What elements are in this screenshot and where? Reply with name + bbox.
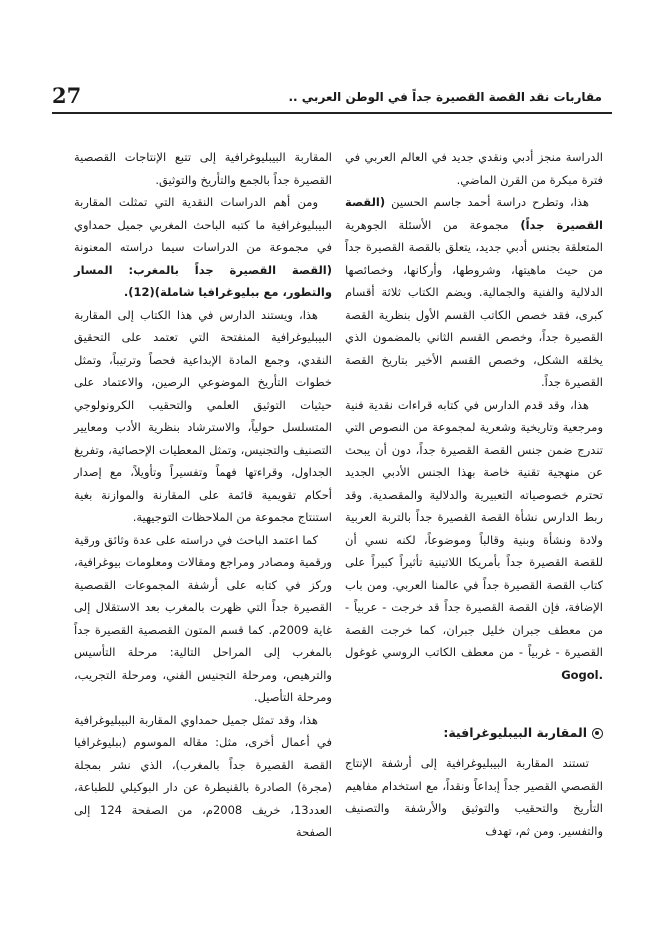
paragraph: المقاربة البيبليوغرافية إلى تتبع الإنتاجات القصصية القصيرة جداً بالجمع والتأريخ والتوثيق. xyxy=(74,150,332,187)
book-title: (القصة القصيرة جداً بالمغرب: المسار والتطور، مع ببليوغرافيا شاملة)(12). xyxy=(74,262,332,299)
paragraph xyxy=(345,394,603,687)
page-number: 27 xyxy=(52,83,82,108)
paragraph: هذا، ويستند الدارس في هذا الكتاب إلى المقاربة البيبليوغرافية المنفتحة التي تعتمد على التحقيق النقدي، وجمع المادة الإبداعية فحصاً وترتيباً، وتمثل خطوات التأريخ الموضوعي الرصين، والاعتماد على حيثيات التوثيق العلمي والتحقيب الكرونولوجي المتسلسل حولياً، والاسترشاد بنظرية الأدب ومعايير التصنيف والتجنيس، وتمثل المعطيات الإحصائية، وتفريغ الجداول، وقراءتها فهماً وتفسيراً وتأويلاً، مع إصدار أحكام تقويمية قائمة على المقارنة والموازنة بغية استنتاج مجموعة من الملاحظات التوجيهية. xyxy=(74,307,332,524)
section-body xyxy=(345,752,603,842)
section-heading-text: المقاربة البيبليوغرافية: xyxy=(443,725,587,740)
paragraph xyxy=(345,191,603,394)
latin-name: Gogol. xyxy=(561,667,603,682)
page-header xyxy=(52,84,612,112)
bibliographic-section xyxy=(345,722,603,842)
right-column xyxy=(345,146,603,686)
paragraph-text: مجموعة من الأسئلة الجوهرية المتعلقة بجنس أدبي جديد، يتعلق بالقصة القصيرة جداً من حيث ماهيتها، وشروطها، وأركانها، وخصائصها الدلالية والفنية والجمالية. ويضم الكتاب ثلاثة أقسام كبرى، فقد خصص الكاتب القسم الأول بنظرية القصة القصيرة جداً، وخصص القسم الثاني بالمضمون الذي يخلقه الشكل، وخصص القسم الأخير بتاريخ القصة القصيرة جداً. xyxy=(345,217,603,389)
paragraph-text: ومن أهم الدراسات النقدية التي تمثلت المقاربة البيبليوغرافية ما كتبه الباحث المغربي جميل حمداوي في مجموعة من الدراسات سيما دراسته المعنونة xyxy=(74,195,332,254)
paragraph xyxy=(74,191,332,304)
book-title: (القصة القصيرة جداً) xyxy=(345,195,603,232)
section-heading xyxy=(345,722,603,744)
header-rule xyxy=(52,112,612,114)
paragraph-text: هذا، وتطرح دراسة أحمد جاسم الحسين xyxy=(385,195,589,209)
left-column xyxy=(74,146,332,844)
paragraph: هذا، وقد تمثل جميل حمداوي المقاربة البيبليوغرافية في أعمال أخرى، مثل: مقاله الموسوم (ببليوغرافيا القصة القصيرة جداً بالمغرب)، الذي نشر بمجلة (مجرة) الصادرة بالقنيطرة عن دار البوكيلي للطباعة، العدد13، خريف 2008م، من الصفحة 124 إلى الصفحة xyxy=(74,712,332,839)
paragraph: كما اعتمد الباحث في دراسته على عدة وثائق ورقية ورقمية ومصادر ومراجع ومقالات ومعلومات بيوغرافية، وركز في كتابه على أرشفة المجموعات القصصية القصيرة جداً التي ظهرت بالمغرب بعد الاستقلال إلى غاية 2009م. كما قسم المتون القصصية القصيرة جداً بالمغرب إلى المراحل التالية: مرحلة التأسيس والترهيص، ومرحلة التجنيس الفني، ومرحلة التجريب، ومرحلة التأصيل. xyxy=(74,532,332,704)
paragraph: تستند المقاربة البيبليوغرافية إلى أرشفة الإنتاج القصصي القصير جداً إبداعاً ونقداً، مع استخدام مفاهيم التأريخ والتحقيب والتوثيق والأرشفة والتصنيف والتفسير. ومن ثم، تهدف xyxy=(345,756,603,838)
paragraph-text: هذا، وقد قدم الدارس في كتابه قراءات نقدية فنية ومرجعية وتاريخية وشعرية لمجموعة من النصوص التي تندرج ضمن جنس القصة القصيرة جداً، دون أن يبحث عن منهجية تقنية خاصة بهذا الجنس الأدبي الجديد تحترم خصوصياته التعبيرية والدلالية والمقصدية. وقد ربط الدارس نشأة القصة القصيرة جداً بالتربة العربية ولادة ونشأة وبنية وقالباً وموضوعاً، لكنه نسي أن للقصة القصيرة جداً بأمريكا اللاتينية تأثيراً كبيراً على كتاب القصة القصيرة جداً في عالمنا العربي. ومن باب الإضافة، فإن القصة القصيرة جداً قد خرجت - عربياً - من معطف جبران خليل جبران، كما خرجت القصة القصيرة - غربياً - من معطف الكاتب الروسي غوغول xyxy=(345,397,603,659)
paragraph: الدراسة منجز أدبي ونقدي جديد في العالم العربي في فترة مبكرة من القرن الماضي. xyxy=(345,150,603,187)
running-title: مقاربات نقد القصة القصيرة جداً في الوطن العربي .. xyxy=(288,90,602,104)
bullet-icon xyxy=(592,728,603,739)
